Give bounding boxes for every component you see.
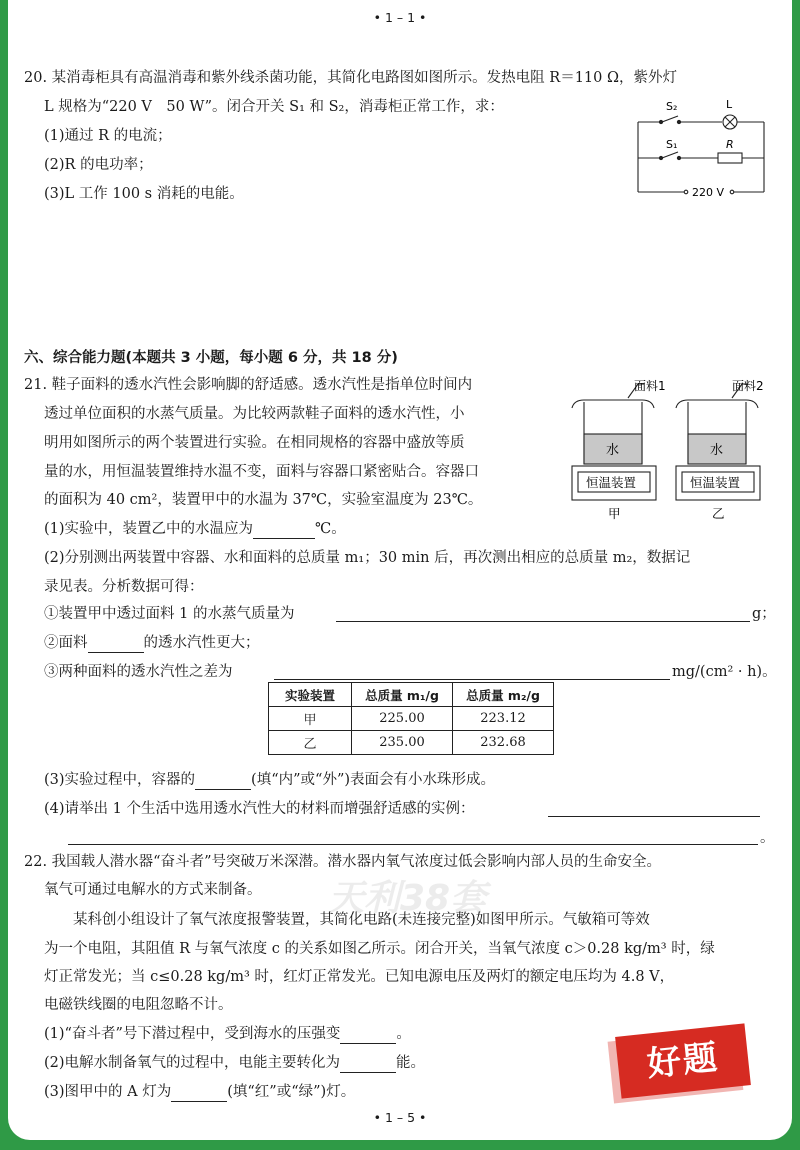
q22-line6: 电磁铁线圈的电阻忽略不计。: [44, 997, 233, 1013]
q21-c1-blank[interactable]: [336, 621, 750, 622]
q21-c3-blank[interactable]: [274, 679, 670, 680]
q21-sub1-unit: ℃。: [315, 521, 346, 537]
q21-line4: 量的水，用恒温装置维持水温不变，面料与容器口紧密贴合。容器口: [44, 464, 479, 480]
q22-line4: 为一个电阻，其阻值 R 与氧气浓度 c 的关系如图乙所示。闭合开关，当氧气浓度 c＞0.28 kg/m³ 时，绿: [44, 941, 715, 957]
page-number-top: • 1 – 1 •: [373, 10, 427, 25]
exam-page: [8, 0, 792, 1140]
q22-line3: 某科创小组设计了氧气浓度报警装置，其简化电路(未连接完整)如图甲所示。气敏箱可等效: [44, 912, 650, 928]
water1-label: 水: [606, 443, 620, 458]
q21-sub2-line1: (2)分别测出两装置中容器、水和面料的总质量 m₁；30 min 后，再次测出相应的总质量 m₂，数据记: [44, 550, 691, 566]
q21-sub1: [44, 519, 346, 539]
q21-c3-unit: mg/(cm² · h)。: [672, 664, 777, 680]
q20-circuit-diagram: [632, 92, 772, 204]
table-row: [269, 707, 554, 731]
table-cell: 235.00: [352, 731, 453, 755]
table-header: 实验装置: [269, 683, 352, 707]
table-cell: 223.12: [453, 707, 554, 731]
q21-line5: 的面积为 40 cm²，装置甲中的水温为 37℃，实验室温度为 23℃。: [44, 492, 483, 508]
q22-sub1-text: (1)“奋斗者”号下潜过程中，受到海水的压强变: [44, 1026, 341, 1042]
device2-label: 恒温装置: [690, 475, 741, 490]
q22-sub2: [44, 1053, 425, 1073]
q22-sub3: [44, 1082, 355, 1102]
page-number-bottom: • 1 – 5 •: [373, 1110, 427, 1125]
q22-line2: 氧气可通过电解水的方式来制备。: [44, 882, 262, 898]
q22-sub2-end: 能。: [396, 1055, 426, 1071]
good-question-badge: 好题: [615, 1023, 751, 1098]
q21-apparatus-figure: [566, 376, 786, 526]
q21-sub1-text: (1)实验中，装置乙中的水温应为: [44, 521, 254, 537]
device1-label: 恒温装置: [586, 475, 637, 490]
figure-label-jia: 甲: [608, 506, 621, 521]
q21-c2: [44, 633, 260, 653]
circuit-label-r: R: [726, 138, 734, 151]
q21-line3: 明用如图所示的两个装置进行实验。在相同规格的容器中盛放等质: [44, 435, 465, 451]
q21-c1-text: ①装置甲中透过面料 1 的水蒸气质量为: [44, 606, 295, 622]
table-row: [269, 731, 554, 755]
q21-sub1-blank[interactable]: [253, 522, 315, 539]
q21-sub3-blank[interactable]: [195, 773, 251, 790]
q21-c3-text: ③两种面料的透水汽性之差为: [44, 664, 233, 680]
q22-sub3-text: (3)图甲中的 A 灯为: [44, 1084, 172, 1100]
q22-sub2-blank[interactable]: [340, 1056, 396, 1073]
q21-c2-text: ②面料: [44, 635, 88, 651]
q22-sub1-blank[interactable]: [340, 1027, 396, 1044]
table-header-row: [269, 683, 554, 707]
q21-sub4-end: 。: [760, 830, 775, 846]
q20-sub2: (2)R 的电功率；: [44, 157, 153, 173]
water2-label: 水: [710, 443, 724, 458]
q21-sub3-text: (3)实验过程中，容器的: [44, 772, 196, 788]
q22-line1: 22. 我国载人潜水器“奋斗者”号突破万米深潜。潜水器内氧气浓度过低会影响内部人员的生命安全。: [24, 854, 661, 870]
q21-sub4-blank-line2[interactable]: [68, 844, 758, 845]
table-cell: 乙: [269, 731, 352, 755]
circuit-label-s2: S₂: [666, 100, 678, 113]
q22-line5: 灯正常发光；当 c≤0.28 kg/m³ 时，红灯正常发光。已知电源电压及两灯的额定电压均为 4.8 V，: [44, 969, 675, 985]
q21-sub3: [44, 770, 495, 790]
fabric2-label: 面料2: [732, 379, 764, 393]
q21-line1: 21. 鞋子面料的透水汽性会影响脚的舒适感。透水汽性是指单位时间内: [24, 377, 473, 393]
table-cell: 232.68: [453, 731, 554, 755]
watermark-logo: 天利38套: [328, 878, 487, 919]
q20-line2: L 规格为“220 V 50 W”。闭合开关 S₁ 和 S₂，消毒柜正常工作，求：: [44, 99, 504, 115]
q20-sub3: (3)L 工作 100 s 消耗的电能。: [44, 186, 244, 202]
q21-c2-blank[interactable]: [88, 636, 144, 653]
q21-sub2-line2: 录见表。分析数据可得：: [44, 579, 204, 595]
q22-sub1: [44, 1024, 411, 1044]
table-cell: 225.00: [352, 707, 453, 731]
q20-line1: 20. 某消毒柜具有高温消毒和紫外线杀菌功能，其简化电路图如图所示。发热电阻 R＝110 Ω，紫外灯: [24, 70, 677, 86]
section6-title: 六、综合能力题(本题共 3 小题，每小题 6 分，共 18 分): [24, 350, 398, 366]
q21-sub4-blank[interactable]: [548, 816, 760, 817]
q21-c2-rest: 的透水汽性更大；: [143, 635, 260, 651]
figure-label-yi: 乙: [712, 506, 725, 521]
table-header: 总质量 m₂/g: [453, 683, 554, 707]
q21-data-table: [268, 682, 554, 755]
circuit-label-source: 220 V: [692, 186, 725, 199]
q20-sub1: (1)通过 R 的电流；: [44, 128, 172, 144]
circuit-label-l: L: [726, 98, 733, 111]
circuit-label-s1: S₁: [666, 138, 678, 151]
q22-sub1-end: 。: [396, 1026, 411, 1042]
q21-sub3-rest: (填“内”或“外”)表面会有小水珠形成。: [251, 772, 496, 788]
table-cell: 甲: [269, 707, 352, 731]
fabric1-label: 面料1: [634, 379, 666, 393]
q22-sub3-blank[interactable]: [171, 1085, 227, 1102]
q21-line2: 透过单位面积的水蒸气质量。为比较两款鞋子面料的透水汽性，小: [44, 406, 465, 422]
q22-sub3-end: (填“红”或“绿”)灯。: [227, 1084, 356, 1100]
q22-sub2-text: (2)电解水制备氧气的过程中，电能主要转化为: [44, 1055, 341, 1071]
q21-sub4-text: (4)请举出 1 个生活中选用透水汽性大的材料而增强舒适感的实例：: [44, 801, 475, 817]
table-header: 总质量 m₁/g: [352, 683, 453, 707]
q21-c1-unit: g；: [752, 606, 776, 622]
